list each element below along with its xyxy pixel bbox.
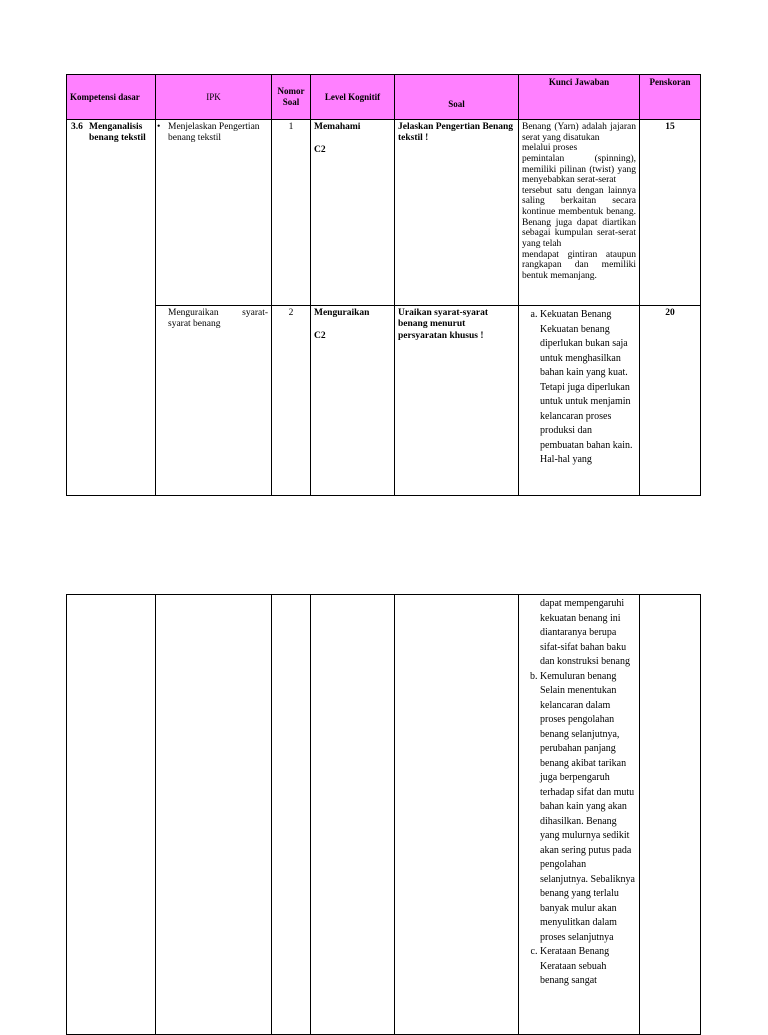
header-nomor-soal: Nomor Soal xyxy=(272,75,311,120)
ipk-cell xyxy=(156,120,272,306)
kompetensi-dasar-cell xyxy=(67,120,156,496)
kunci-line: melalui proses xyxy=(522,143,578,154)
level-kognitif-cell xyxy=(311,306,395,496)
level-name: Menguraikan xyxy=(314,308,370,318)
header-level-kognitif: Level Kognitif xyxy=(311,75,395,120)
level-name: Memahami xyxy=(314,122,361,132)
list-item xyxy=(540,670,636,946)
kunci-line: tersebut satu dengan lainnya saling berkaitan secara kontinue membentuk benang. Benang juga dapat diartikan sebagai kumpulan serat-serat yang telah xyxy=(522,185,636,249)
header-kunci-jawaban: Kunci Jawaban xyxy=(519,75,640,120)
answer-b-text: Selain menentukan kelancaran dalam proses pengolahan benang selanjutnya, perubahan panjang benang akibat tarikan juga berpengaruh terhadap sifat dan mutu bahan kain yang akan dihasilkan. Benang yang mulurnya sedikit akan sering putus pada pengolahan selanjutnya. Sebaliknya benang yang terlalu banyak mulur akan menyulitkan dalam proses selanjutnya xyxy=(540,685,635,943)
answer-a-text: Kekuatan benang diperlukan bukan saja untuk menghasilkan bahan kain yang kuat. Tetapi juga diperlukan untuk untuk menjamin kelancaran proses produksi dan pembuatan bahan kain. Hal-hal yang xyxy=(540,323,633,465)
soal-cell: Uraikan syarat-syarat benang menurut persyaratan khusus ! xyxy=(395,306,519,496)
ipk-cell xyxy=(156,595,272,1035)
ipk-text: Menjelaskan Pengertian benang tekstil xyxy=(168,122,260,144)
kd-text: Menganalisis benang tekstil xyxy=(89,122,146,144)
ipk-cell: Menguraikan syarat-syarat benang xyxy=(156,306,272,496)
answer-a-continuation: dapat mempengaruhi kekuatan benang ini diantaranya berupa sifat-sifat bahan baku dan konstruksi benang xyxy=(540,598,630,667)
soal-cell: Jelaskan Pengertian Benang tekstil ! xyxy=(395,120,519,306)
kisi-kisi-table-page-2 xyxy=(66,594,701,1035)
list-item xyxy=(540,945,636,989)
kunci-jawaban-cell xyxy=(519,120,640,306)
level-code: C2 xyxy=(314,331,326,342)
answer-b-title: Kemuluran benang xyxy=(540,670,617,682)
answer-a-title: Kekuatan Benang xyxy=(540,309,612,320)
level-code: C2 xyxy=(314,145,326,156)
soal-cell xyxy=(395,595,519,1035)
table-row xyxy=(67,120,701,306)
kompetensi-dasar-cell xyxy=(67,595,156,1035)
table-row xyxy=(67,595,701,1035)
kd-number: 3.6 xyxy=(71,122,83,132)
kunci-jawaban-cell xyxy=(519,595,640,1035)
header-penskoran: Penskoran xyxy=(640,75,701,120)
table-row xyxy=(67,306,701,496)
header-ipk: IPK xyxy=(156,75,272,120)
nomor-soal-cell: 1 xyxy=(272,120,311,306)
header-kompetensi-dasar: Kompetensi dasar xyxy=(67,75,156,120)
penskoran-cell xyxy=(640,595,701,1035)
level-kognitif-cell xyxy=(311,595,395,1035)
penskoran-cell: 15 xyxy=(640,120,701,306)
kunci-jawaban-cell xyxy=(519,306,640,496)
answer-c-title: Kerataan Benang xyxy=(540,946,610,957)
kunci-line: Benang (Yarn) adalah jajaran serat yang disatukan xyxy=(522,122,636,143)
bullet-icon: • xyxy=(157,122,161,132)
header-soal: Soal xyxy=(395,75,519,120)
list-item xyxy=(540,308,636,468)
penskoran-cell: 20 xyxy=(640,306,701,496)
nomor-soal-cell xyxy=(272,595,311,1035)
level-kognitif-cell xyxy=(311,120,395,306)
nomor-soal-cell: 2 xyxy=(272,306,311,496)
kunci-line: mendapat gintiran ataupun rangkapan dan memiliki bentuk memanjang. xyxy=(522,249,636,281)
answer-c-text: Kerataan sebuah benang sangat xyxy=(540,960,607,986)
kunci-line: pemintalan (spinning), memiliki pilinan (twist) yang menyebabkan serat-serat xyxy=(522,153,636,186)
kisi-kisi-table-page-1 xyxy=(66,74,701,496)
